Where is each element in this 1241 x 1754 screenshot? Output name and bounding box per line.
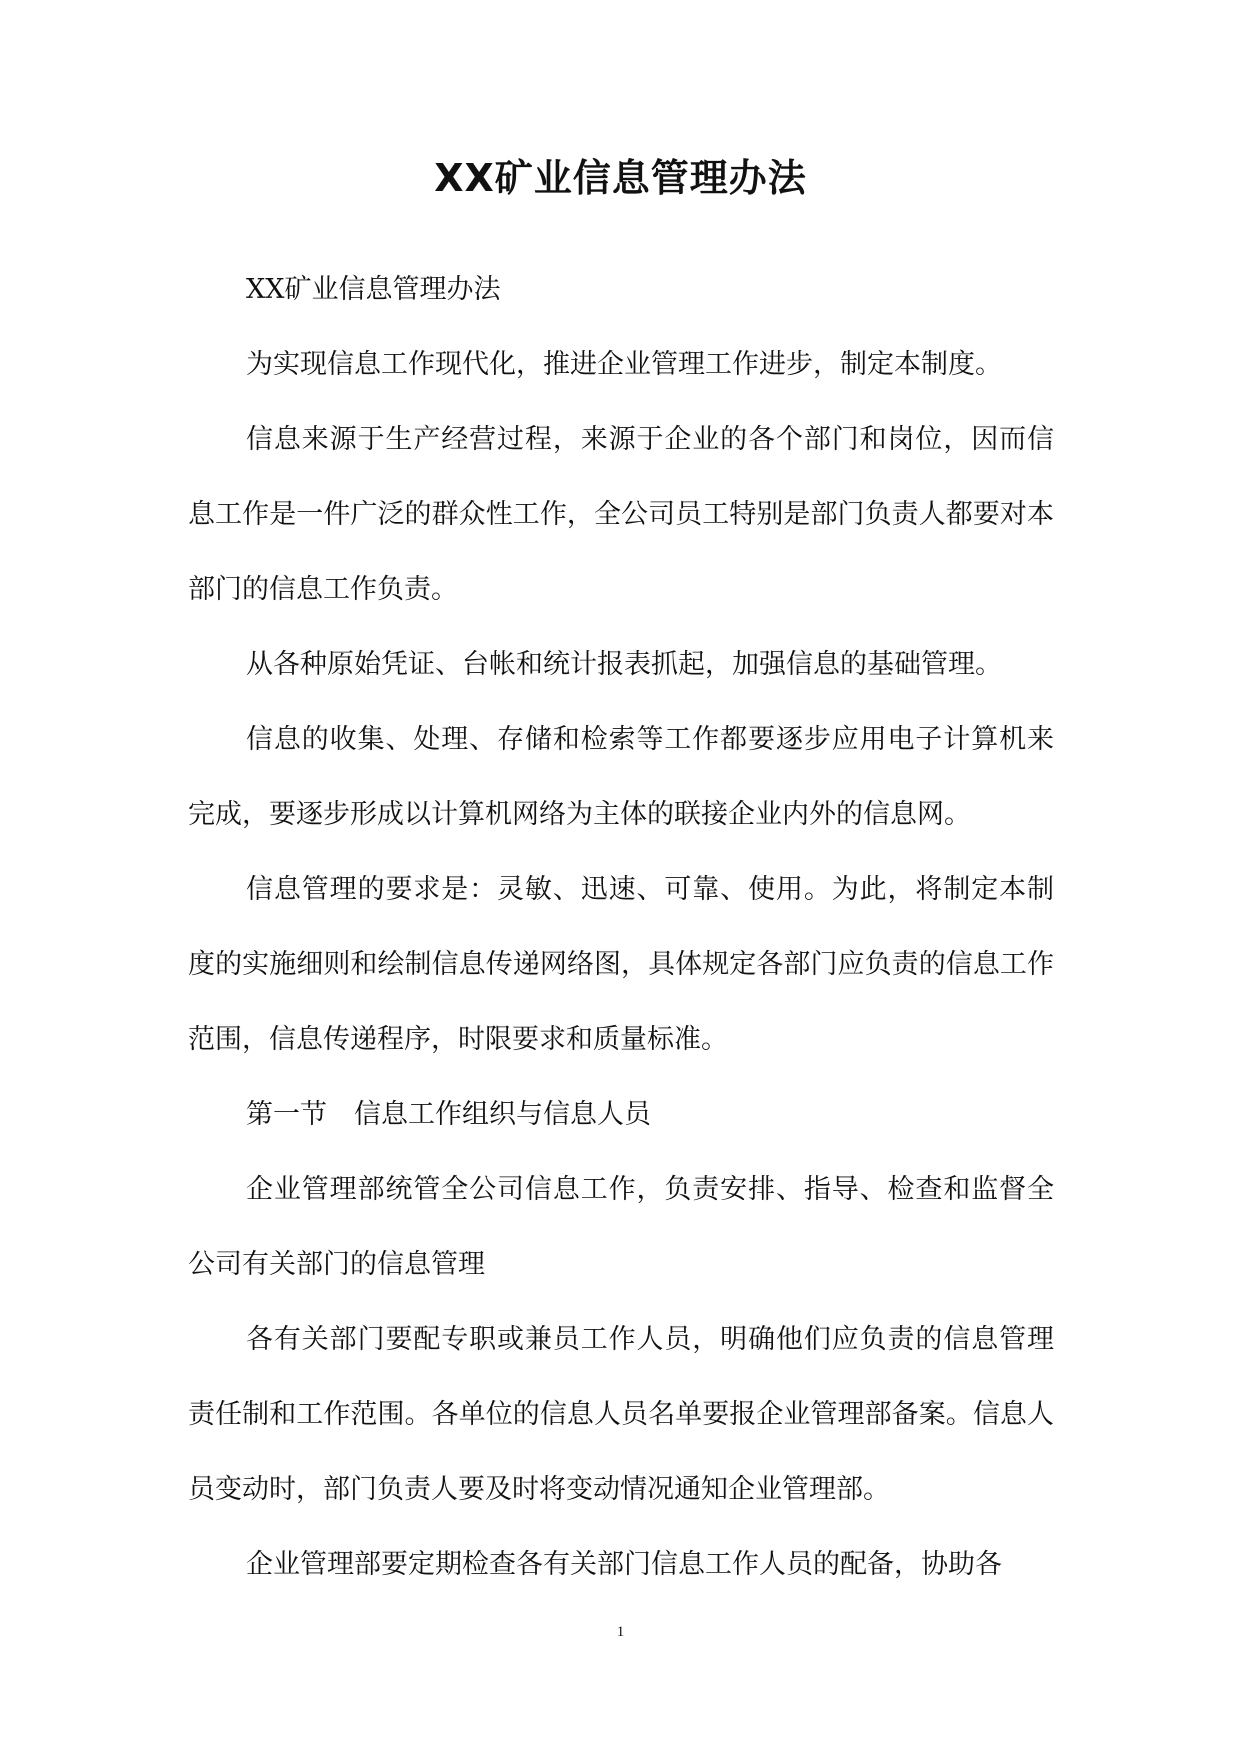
paragraph-requirements: 信息管理的要求是：灵敏、迅速、可靠、使用。为此，将制定本制度的实施细则和绘制信息传递网络图，具体规定各部门应负责的信息工作范围，信息传递程序，时限要求和质量标准。 [188,874,1054,1055]
page-number: 1 [616,1624,625,1640]
document-body [188,252,1054,1602]
paragraph-inspection: 企业管理部要定期检查各有关部门信息工作人员的配备，协助各 [246,1549,1002,1580]
paragraph-information-source: 信息来源于生产经营过程，来源于企业的各个部门和岗位，因而信息工作是一件广泛的群众性工作，全公司员工特别是部门负责人都要对本部门的信息工作负责。 [188,424,1054,605]
paragraph-basic-management: 从各种原始凭证、台帐和统计报表抓起，加强信息的基础管理。 [246,649,1002,680]
paragraph-purpose: 为实现信息工作现代化，推进企业管理工作进步，制定本制度。 [246,349,1002,380]
paragraph-computerization: 信息的收集、处理、存储和检索等工作都要逐步应用电子计算机来完成，要逐步形成以计算机网络为主体的联接企业内外的信息网。 [188,724,1054,830]
paragraph-management-department: 企业管理部统管全公司信息工作，负责安排、指导、检查和监督全公司有关部门的信息管理 [188,1174,1054,1280]
paragraph-heading-repeat: XX矿业信息管理办法 [246,274,501,305]
paragraph-staffing: 各有关部门要配专职或兼员工作人员，明确他们应负责的信息管理责任制和工作范围。各单位的信息人员名单要报企业管理部备案。信息人员变动时，部门负责人要及时将变动情况通知企业管理部。 [188,1324,1054,1505]
document-title: XX矿业信息管理办法 [434,156,807,200]
section-heading-1: 第一节 信息工作组织与信息人员 [246,1099,651,1130]
